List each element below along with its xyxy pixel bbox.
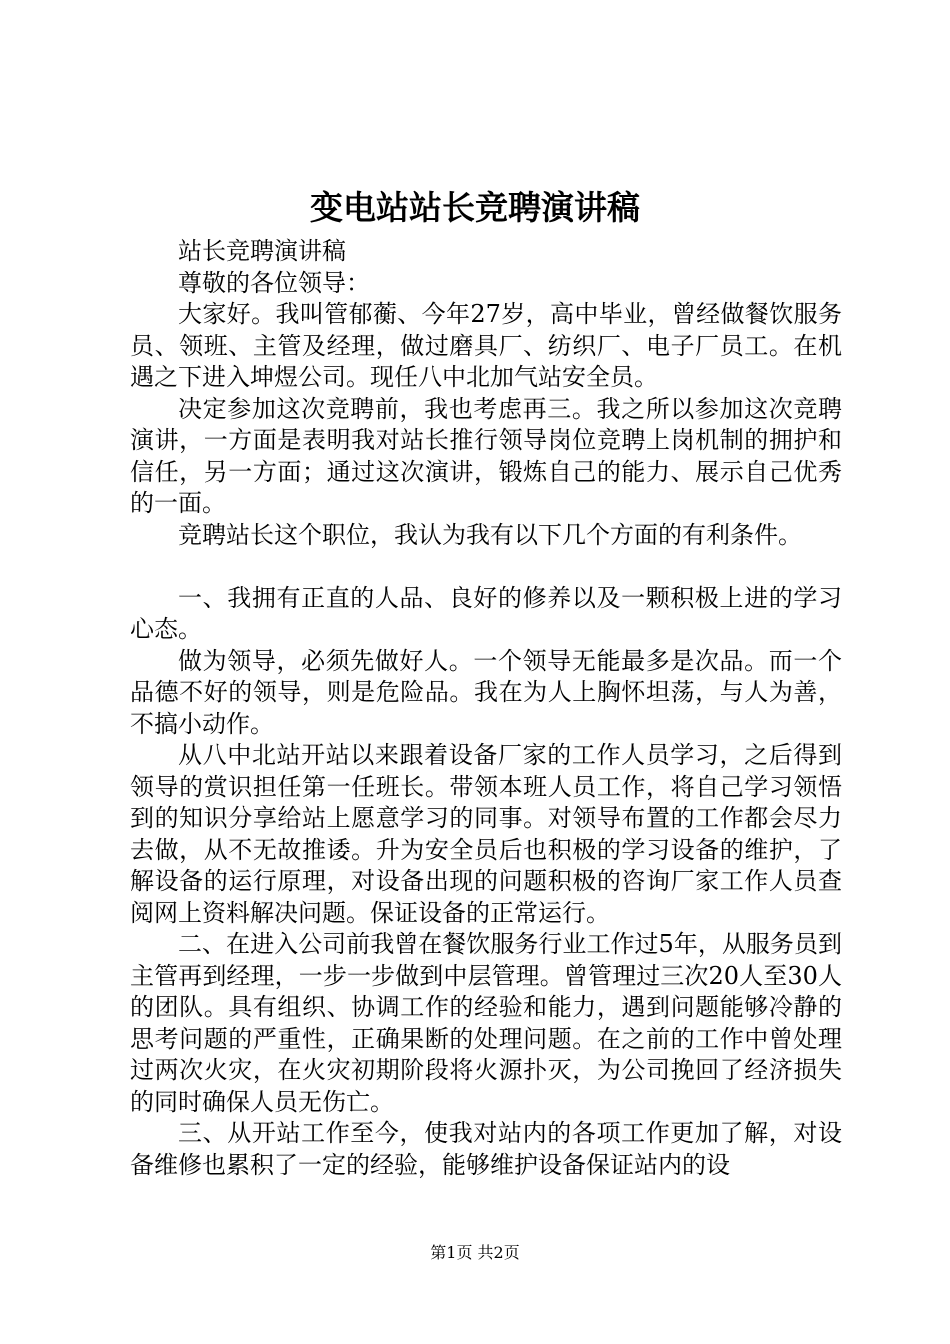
paragraph-point-one: 一、我拥有正直的人品、良好的修养以及一颗积极上进的学习心态。 — [130, 583, 842, 643]
paragraph-point-two: 二、在进入公司前我曾在餐饮服务行业工作过5年，从服务员到主管再到经理，一步一步做到中层管理。曾管理过三次20人至30人的团队。具有组织、协调工作的经验和能力，遇到问题能够冷静的思考问题的严重性，正确果断的处理问题。在之前的工作中曾处理过两次火灾，在火灾初期阶段将火源扑灭，为公司挽回了经济损失的同时确保人员无伤亡。 — [130, 930, 842, 1116]
paragraph-point-three: 三、从开站工作至今，使我对站内的各项工作更加了解，对设备维修也累积了一定的经验，能够维护设备保证站内的设 — [130, 1119, 842, 1179]
paragraph-motivation: 决定参加这次竞聘前，我也考虑再三。我之所以参加这次竞聘演讲，一方面是表明我对站长推行领导岗位竞聘上岗机制的拥护和信任，另一方面；通过这次演讲，锻炼自己的能力、展示自己优秀的一面。 — [130, 394, 842, 517]
paragraph-self-introduction: 大家好。我叫管郁蘅、今年27岁，高中毕业，曾经做餐饮服务员、领班、主管及经理，做过磨具厂、纺织厂、电子厂员工。在机遇之下进入坤煜公司。现任八中北加气站安全员。 — [130, 300, 842, 391]
paragraph-subtitle: 站长竞聘演讲稿 — [178, 237, 346, 265]
page-footer: 第1页 共2页 — [430, 1243, 520, 1262]
document-body — [130, 236, 842, 1181]
document-title: 变电站站长竞聘演讲稿 — [310, 188, 640, 227]
paragraph-salutation: 尊敬的各位领导： — [178, 268, 370, 297]
paragraph-work-history: 从八中北站开站以来跟着设备厂家的工作人员学习，之后得到领导的赏识担任第一任班长。带领本班人员工作，将自己学习领悟到的知识分享给站上愿意学习的同事。对领导布置的工作都会尽力去做，从不无故推诿。升为安全员后也积极的学习设备的维护，了解设备的运行原理，对设备出现的问题积极的咨询厂家工作人员查阅网上资料解决问题。保证设备的正常运行。 — [130, 741, 842, 927]
paragraph-advantages-intro: 竞聘站长这个职位，我认为我有以下几个方面的有利条件。 — [178, 520, 802, 549]
paragraph-character: 做为领导，必须先做好人。一个领导无能最多是次品。而一个品德不好的领导，则是危险品。我在为人上胸怀坦荡，与人为善，不搞小动作。 — [130, 646, 842, 738]
